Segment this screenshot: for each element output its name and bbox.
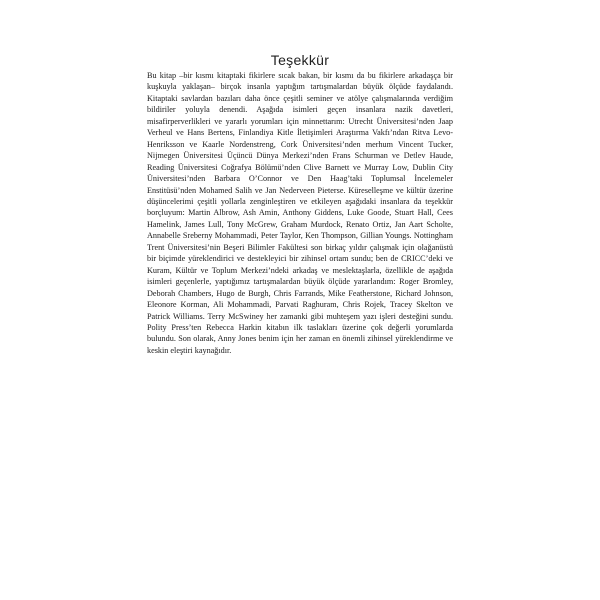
page-title: Teşekkür [270,52,330,68]
body-paragraph: Bu kitap –bir kısmı kitaptaki fikirlere sıcak bakan, bir kısmı da bu fikirlere arkadaşça bir kuşkuyla yaklaşan– birçok insanla yaptığım tartışmalardan büyük ölçüde faydalandı. Kitaptaki savlardan bazıları daha önce çeşitli seminer ve atölye çalışmalarında verdiğim bildiriler yoluyla denendi. Aşağıda isimleri geçen insanlara nazik davetleri, misafirperverlikleri ve yararlı yorumları için minnettarım: Utrecht Üniversitesi’nden Jaap Verheul ve Hans Bertens, Finlandiya Kitle İletişimleri Araştırma Vakfı’ndan Ritva Levo-Henriksson ve Kaarle Nordenstreng, Cork Üniversitesi’nden merhum Vincent Tucker, Nijmegen Üniversitesi Üçüncü Dünya Merkezi’nden Frans Schurman ve Detlev Haude, Reading Üniversitesi Coğrafya Bölümü’nden Clive Barnett ve Murray Low, Dublin City Üniversitesi’nden Barbara O’Connor ve Den Haag’taki Toplumsal İncelemeler Enstitüsü’nden Mohamed Salih ve Jan Nederveen Pieterse. Küreselleşme ve kültür üzerine düşüncelerimi çeşitli yollarla zenginleştiren ve etkileyen aşağıdaki insanlara da teşekkür borçluyum: Martin Albrow, Ash Amin, Anthony Giddens, Luke Goode, Stuart Hall, Cees Hamelink, James Lull, Tony McGrew, Graham Murdock, Renato Ortiz, Jan Aart Scholte, Annabelle Sreberny Mohammadi, Peter Taylor, Ken Thompson, Gillian Youngs. Nottingham Trent Üniversitesi’nin Beşeri Bilimler Fakültesi son birkaç yıldır çalışmak için olağanüstü bir biçimde yüreklendirici ve destekleyici bir zihinsel ortam sundu; ben de CRICC’deki ve Kuram, Kültür ve Toplum Merkezi’ndeki arkadaş ve meslektaşlarla, özellikle de aşağıda isimleri geçenlerle, yaptığımız tartışmalardan büyük ölçüde yararlandım: Roger Bromley, Deborah Chambers, Hugo de Burgh, Chris Farrands, Mike Featherstone, Richard Johnson, Eleonore Korman, Ali Mohammadi, Parvati Raghuram, Chris Rojek, Tracey Skelton ve Patrick Williams. Terry McSwiney her zamanki gibi muhteşem yazı işleri desteğini sundu. Polity Press’ten Rebecca Harkin kitabın ilk taslakları üzerine çok değerli yorumlarda bulundu. Son olarak, Anny Jones benim için her zaman en önemli zihinsel yüreklendirme ve keskin eleştiri kaynağıdır. [147,71,453,355]
acknowledgements-text [147,70,453,356]
